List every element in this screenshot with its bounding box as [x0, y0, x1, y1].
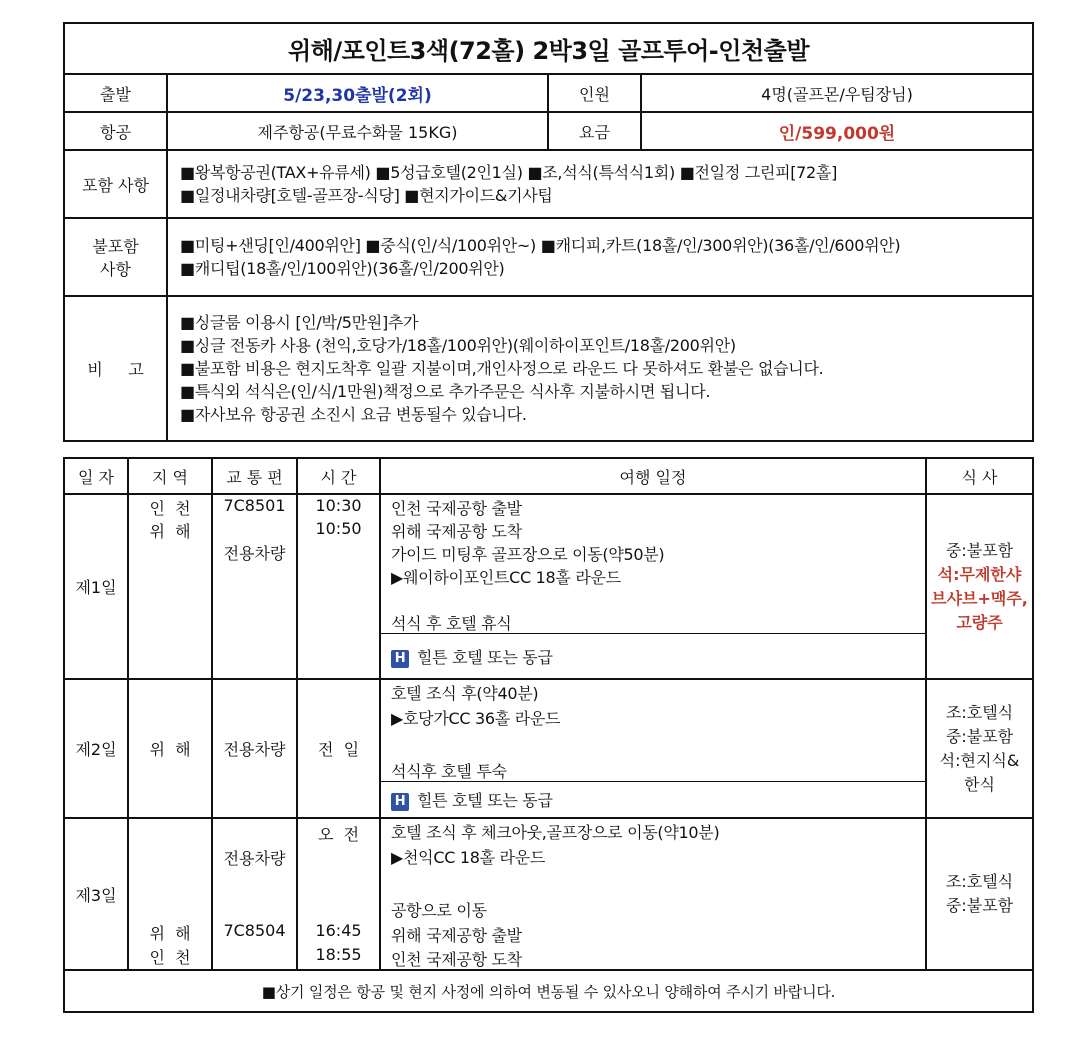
plan-line: 위해 국제공항 출발 [391, 926, 522, 945]
plan-line: 석식후 호텔 투숙 [391, 762, 507, 781]
plan-line: ▶웨이하이포인트CC 18홀 라운드 [391, 568, 621, 587]
remark-line: ■불포함 비용은 현지도착후 일괄 지불이며,개인사정으로 라운드 다 못하셔도 환불은 없습니다. [180, 359, 824, 378]
airline-value: 제주항공(무료수화물 15KG) [167, 112, 548, 150]
included-label: 포함 사항 [64, 150, 167, 218]
excluded-label [64, 218, 167, 296]
departure-dates: 5/23,30출발(2회) [167, 74, 548, 112]
meal-line: 한식 [964, 774, 995, 794]
airline-label: 항공 [64, 112, 167, 150]
plan-line: ▶호당가CC 36홀 라운드 [391, 709, 561, 728]
schedule-table [63, 457, 1034, 1013]
day1-time [297, 494, 380, 679]
meal-line: 조:호텔식 [945, 872, 1014, 891]
time-value: 10:30 [315, 496, 362, 515]
departure-label: 출발 [64, 74, 167, 112]
hotel-name: 힐튼 호텔 또는 동급 [417, 648, 553, 667]
header-day: 일 자 [64, 458, 128, 494]
day2-label: 제2일 [64, 679, 128, 818]
hotel-icon: H [391, 793, 409, 811]
remarks-label: 비 고 [64, 296, 167, 441]
price-label: 요금 [548, 112, 641, 150]
excluded-label-line: 사항 [100, 260, 131, 279]
meal-line: 조:호텔식 [945, 702, 1014, 722]
day1-plan [380, 494, 926, 679]
header-meal: 식 사 [926, 458, 1033, 494]
excluded-line: ■캐디팁(18홀/인/100위안)(36홀/인/200위안) [180, 259, 505, 278]
header-time: 시 간 [297, 458, 380, 494]
day3-meals [926, 818, 1033, 970]
remarks-items [167, 296, 1033, 441]
plan-line: 호텔 조식 후 체크아웃,골프장으로 이동(약10분) [391, 823, 720, 842]
day3-time [297, 818, 380, 970]
transport-vehicle: 전용차량 [223, 849, 286, 868]
meal-line: 석:현지식& [939, 750, 1020, 770]
plan-line: 석식 후 호텔 휴식 [391, 614, 512, 633]
hotel-name: 힐튼 호텔 또는 동급 [417, 791, 553, 810]
day1-meals [926, 494, 1033, 679]
day1-label: 제1일 [64, 494, 128, 679]
remark-line: ■특식외 석식은(인/식/1만원)책정으로 추가주문은 식사후 지불하시면 됩니다. [180, 382, 711, 401]
day2-time: 전 일 [297, 679, 380, 818]
plan-line: 가이드 미팅후 골프장으로 이동(약50분) [391, 545, 665, 564]
plan-line: ▶천익CC 18홀 라운드 [391, 848, 546, 867]
day3-plan [380, 818, 926, 970]
day2-row [64, 679, 1033, 818]
excluded-label-line: 불포함 [92, 237, 139, 256]
region-line: 위 해 [149, 522, 191, 541]
header-region: 지 역 [128, 458, 212, 494]
meal-line: 중:불포함 [945, 726, 1014, 746]
region-line: 인 천 [149, 499, 191, 518]
excluded-items [167, 218, 1033, 296]
day3-region [128, 818, 212, 970]
header-plan: 여행 일정 [380, 458, 926, 494]
day2-meals [926, 679, 1033, 818]
included-line: ■일정내차량[호텔-골프장-식당] ■현지가이드&기사팁 [180, 186, 553, 205]
plan-line: 인천 국제공항 도착 [391, 950, 522, 969]
tour-summary-table [63, 22, 1034, 442]
plan-line: 위해 국제공항 도착 [391, 522, 522, 541]
plan-line: 공항으로 이동 [391, 901, 487, 920]
day3-label: 제3일 [64, 818, 128, 970]
plan-line: 호텔 조식 후(약40분) [391, 684, 539, 703]
schedule-footnote: ■상기 일정은 항공 및 현지 사정에 의하여 변동될 수 있사오니 양해하여 주시기 바랍니다. [64, 970, 1033, 1012]
time-value: 10:50 [315, 519, 362, 538]
time-value: 오 전 [317, 825, 360, 844]
special-meal-line: 석:무제한샤 [937, 564, 1022, 584]
day2-hotel [381, 781, 925, 818]
special-meal-line: 고량주 [956, 612, 1003, 632]
special-meal-line: 브샤브+맥주, [931, 588, 1028, 608]
region-line: 위 해 [149, 924, 191, 943]
tour-title: 위해/포인트3색(72홀) 2박3일 골프투어-인천출발 [64, 23, 1033, 74]
day2-plan [380, 679, 926, 818]
day3-row [64, 818, 1033, 970]
time-value: 18:55 [315, 945, 362, 964]
flight-number: 7C8501 [223, 496, 286, 515]
header-transport: 교 통 편 [212, 458, 297, 494]
day1-transport [212, 494, 297, 679]
time-value: 16:45 [315, 921, 362, 940]
included-line: ■왕복항공권(TAX+유류세) ■5성급호텔(2인1실) ■조,석식(특석식1회) ■전일정 그린피[72홀] [180, 163, 838, 182]
people-label: 인원 [548, 74, 641, 112]
day2-transport: 전용차량 [212, 679, 297, 818]
region-line: 인 천 [149, 948, 191, 967]
remark-line: ■싱글룸 이용시 [인/박/5만원]추가 [180, 313, 419, 332]
meal-line: 중:불포함 [945, 540, 1014, 560]
hotel-icon: H [391, 650, 409, 668]
remark-line: ■자사보유 항공권 소진시 요금 변동될수 있습니다. [180, 405, 527, 424]
included-items [167, 150, 1033, 218]
day3-transport [212, 818, 297, 970]
price-value: 인/599,000원 [641, 112, 1033, 150]
day1-region [128, 494, 212, 679]
flight-number: 7C8504 [223, 921, 286, 940]
transport-vehicle: 전용차량 [223, 544, 286, 563]
meal-line: 중:불포함 [945, 896, 1014, 915]
people-count: 4명(골프몬/우팀장님) [641, 74, 1033, 112]
plan-line: 인천 국제공항 출발 [391, 499, 522, 518]
day1-row [64, 494, 1033, 679]
day2-region: 위 해 [128, 679, 212, 818]
remark-line: ■싱글 전동카 사용 (천익,호당가/18홀/100위안)(웨이하이포인트/18홀/200위안) [180, 336, 736, 355]
day1-hotel [381, 633, 925, 679]
excluded-line: ■미팅+샌딩[인/400위안] ■중식(인/식/100위안~) ■캐디피,카트(18홀/인/300위안)(36홀/인/600위안) [180, 236, 901, 255]
